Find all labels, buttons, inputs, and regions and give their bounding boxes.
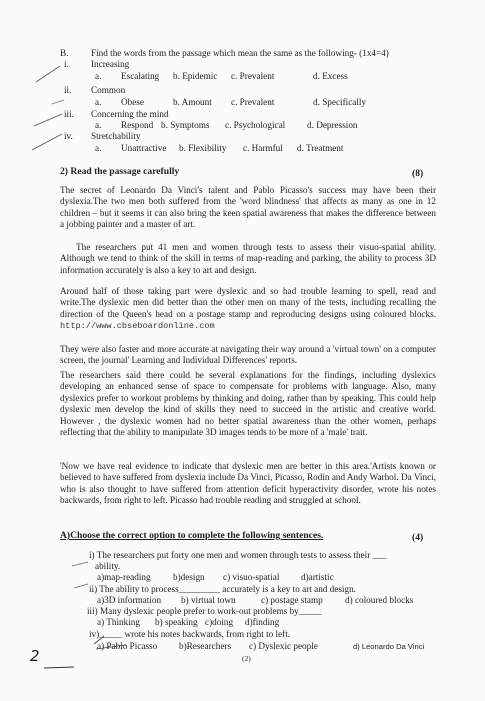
passage-paragraph-3-text: Around half of those taking part were dyslexic and so had trouble learning to spell, read and write.The dyslexic men did better than the other men on many of the tests, including recalling the direction of the Queen's head on a postage stamp and reproducing designs using coloured blocks. <box>60 286 436 319</box>
question-3-options <box>97 617 279 628</box>
option-b: b. Amount <box>173 97 212 107</box>
question-4-options <box>97 641 424 652</box>
vocab-options <box>95 97 366 108</box>
option-c: c. Prevalent <box>231 71 275 81</box>
vocab-word: Common <box>91 85 126 95</box>
option-b: b. Epidemic <box>173 71 218 81</box>
option-d: d)finding <box>245 617 280 627</box>
section-a-heading: A)Choose the correct option to complete the following sentences. <box>60 530 324 541</box>
option-a-letter: a. <box>95 71 102 81</box>
question-1-continued: ability. <box>95 561 121 571</box>
section-b-letter: B. <box>60 48 69 58</box>
passage-paragraph-1: The secret of Leonardo Da Vinci's talent and Pablo Picasso's success may have been their dyslexia.The two men both suffered from the 'word blindness' that affects as many as one in 12 children – but it seems it can also bring the keen spatial awareness that makes the difference between a jobbing painter and a master of art. <box>60 185 436 230</box>
option-d: d. Specifically <box>313 97 367 107</box>
option-b: b) virtual town <box>181 595 236 605</box>
vocab-word: Concerning the mind <box>91 109 169 119</box>
option-a: a) Pablo Picasso <box>97 641 158 651</box>
option-a-letter: a. <box>95 97 102 107</box>
option-d: d. Treatment <box>297 143 344 153</box>
option-b: b. Symptoms <box>161 120 210 130</box>
vocab-item-number: ii. <box>64 85 72 95</box>
question-2-options <box>97 595 413 606</box>
option-a: Respond <box>121 120 154 130</box>
section-b-instruction: Find the words from the passage which mean the same as the following- (1x4=4) <box>91 48 389 58</box>
option-a: Escalating <box>121 71 160 81</box>
vocab-options <box>95 143 343 154</box>
option-c: c. Harmful <box>243 143 283 153</box>
source-url: http://www.cbseboardonline.com <box>60 321 215 332</box>
passage-paragraph-3 <box>60 286 436 333</box>
vocab-options <box>95 71 348 82</box>
option-c: c) postage stamp <box>261 595 323 605</box>
option-b: b)Researchers <box>179 641 232 651</box>
option-d: d. Depression <box>307 120 358 130</box>
option-d: d)artistic <box>301 572 334 582</box>
vocab-item-number: iii. <box>64 109 74 119</box>
option-a-letter: a. <box>95 120 102 130</box>
option-a: Unattractive <box>121 143 167 153</box>
option-d: d) Leonardo Da Vinci <box>353 642 425 651</box>
option-c: c) visuo-spatial <box>223 572 280 582</box>
section-2-heading: 2) Read the passage carefully <box>60 166 180 177</box>
section-a-marks: (4) <box>412 532 424 543</box>
question-1: i) The researchers put forty one men and women through tests to assess their ___ <box>89 550 387 560</box>
option-c: c)doing <box>205 617 234 627</box>
option-b: b) speaking <box>155 617 198 627</box>
vocab-item-number: iv. <box>64 131 73 141</box>
option-a: Obese <box>121 97 144 107</box>
handwritten-underline <box>30 664 80 672</box>
option-a: a) Thinking <box>97 617 140 627</box>
passage-paragraph-5: The researchers said there could be several explanations for the findings, including dyslexics developing an enhanced sense of space to compensate for problems with language. Also, many dyslexics prefer to workout problems by thinking and doing, rather than by speaking. This could help dyslexic men develop the kind of skills they need to succeed in the artistic and creative world. However , the dyslexic women had no better spatial awareness than the other women, perhaps reflecting that the ability to manipulate 3D images tends to be more of a 'male' trait. <box>60 370 436 438</box>
section-2-marks: (8) <box>412 168 424 179</box>
passage-paragraph-4: They were also faster and more accurate at navigating their way around a 'virtual town' on a computer screen, the journal' Learning and Individual Differences' reports. <box>60 344 436 366</box>
option-a-letter: a. <box>95 143 102 153</box>
option-strike-mark <box>92 639 132 653</box>
option-d: d. Excess <box>313 71 348 81</box>
vocab-item-number: i. <box>64 59 69 69</box>
vocab-word: Stretchability <box>91 131 141 141</box>
pen-tick-marks <box>30 60 70 160</box>
question-4: iv)_____ wrote his notes backwards, from right to left. <box>89 629 291 639</box>
vocab-options <box>95 120 358 131</box>
handwritten-mark: 2 <box>30 647 40 665</box>
page-number: (2) <box>242 654 251 663</box>
pen-answer-marks <box>70 548 110 648</box>
option-c: c. Psychological <box>225 120 286 130</box>
passage-paragraph-2: The researchers put 41 men and women through tests to assess their visuo-spatial ability. Although we tend to think of the skill in terms of map-reading and parking, the ability to process 3D information accurately is also a key to art and design. <box>60 242 436 275</box>
option-c: c) Dyslexic people <box>249 641 318 651</box>
question-2: ii) The ability to process_________ accurately is a key to art and design. <box>89 584 356 594</box>
vocab-word: Increasing <box>91 59 130 69</box>
option-a: a)3D information <box>97 595 162 605</box>
option-a: a)map-reading <box>97 572 151 582</box>
option-b: b. Flexibility <box>179 143 227 153</box>
question-3: iii) Many dyslexic people prefer to work-out problems by_____ <box>87 606 322 616</box>
question-1-options <box>97 572 334 583</box>
option-c: c. Prevalent <box>231 97 275 107</box>
passage-paragraph-6: 'Now we have real evidence to indicate that dyslexic men are better in this area.'Artists known or believed to have suffered from dyslexia include Da Vinci, Picasso, Rodin and Andy Warhol. Da Vinci, who is also thought to have suffered from attention deficit hyperactivity disorder, wrote his notes backwards, from right to left. Picasso had trouble reading and struggled at school. <box>60 461 436 506</box>
option-d: d) coloured blocks <box>345 595 414 605</box>
option-b: b)design <box>173 572 205 582</box>
